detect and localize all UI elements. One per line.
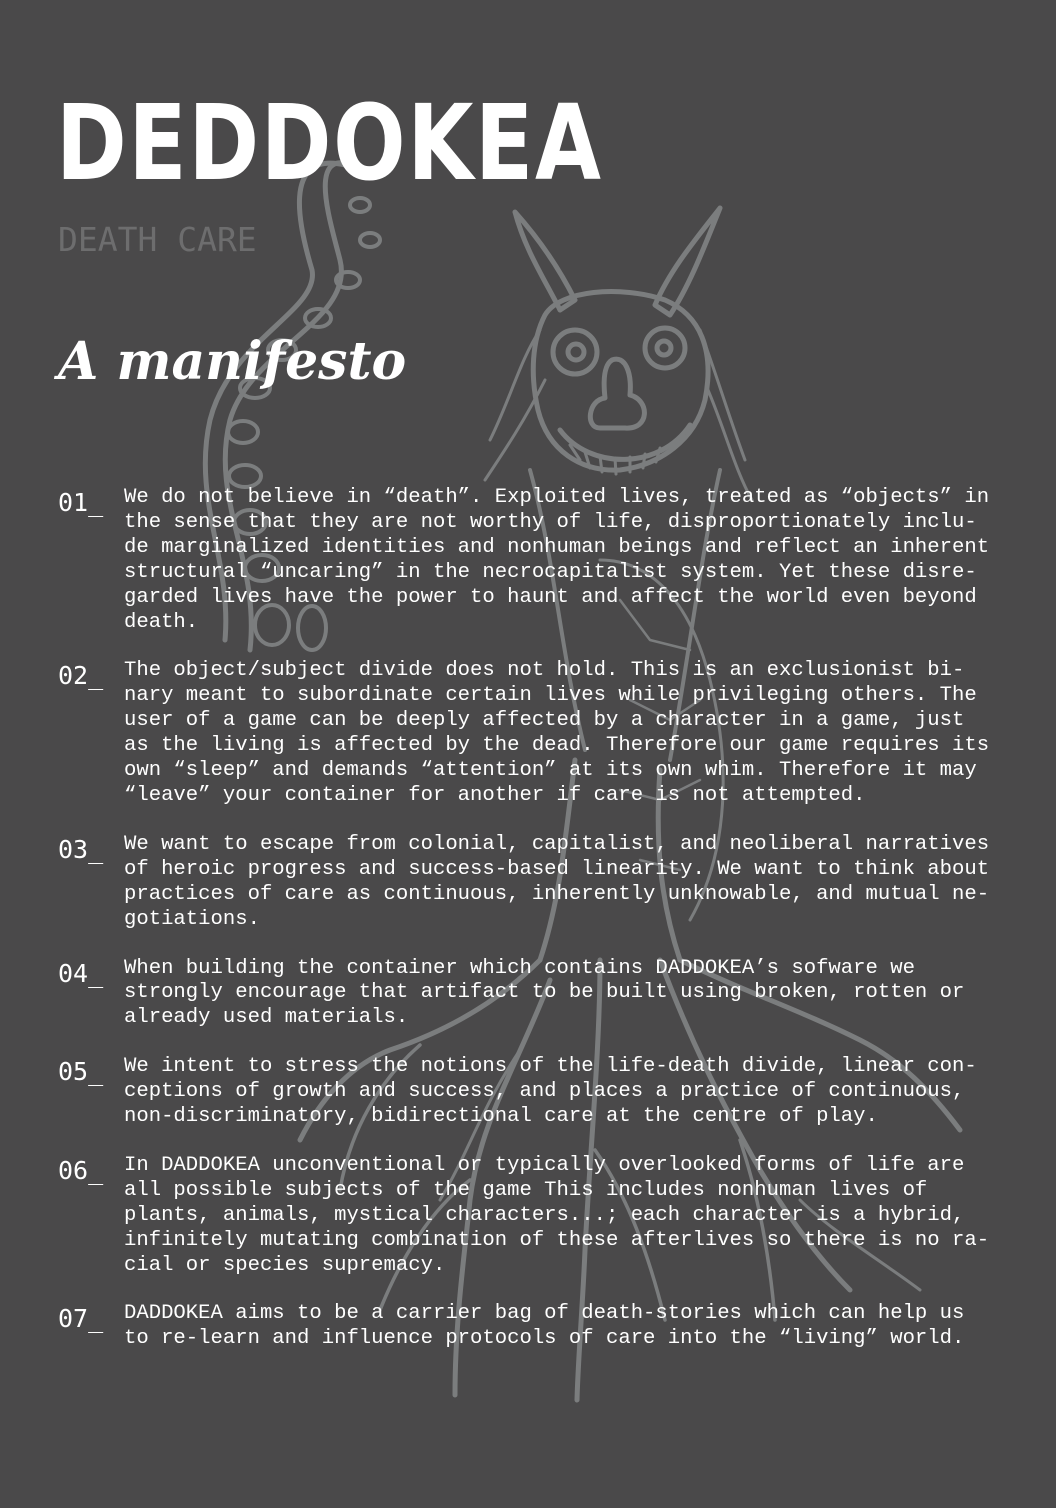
- manifesto-item: [58, 1055, 1018, 1130]
- manifesto-list: [58, 486, 1018, 1376]
- item-text: DADDOKEA aims to be a carrier bag of death-stories which can help us to re-learn and influence protocols of care into the “living” world.: [124, 1302, 965, 1351]
- item-number: 03_: [58, 834, 104, 864]
- manifesto-item: [58, 957, 1018, 1032]
- manifesto-heading: A manifesto: [58, 331, 407, 392]
- page-subtitle: DEATH CARE: [58, 220, 257, 259]
- item-number: 05_: [58, 1057, 104, 1087]
- item-number: 07_: [58, 1304, 104, 1334]
- item-text: We do not believe in “death”. Exploited lives, treated as “objects” in the sense that they are not worthy of life, disproportionately inclu- de marginalized identities and nonhuman beings and reflect an inherent structural “uncaring” in the necrocapitalist system. Yet these disre- garded lives have the power to haunt and affect the world even beyond death.: [124, 486, 990, 634]
- item-number: 02_: [58, 661, 104, 691]
- manifesto-item: [58, 486, 1018, 635]
- item-text: When building the container which contains DADDOKEA’s sofware we strongly encourage that artifact to be built using broken, rotten or already used materials.: [124, 956, 965, 1030]
- page-title: DEDDOKEA: [56, 82, 603, 204]
- manifesto-item: [58, 1302, 1018, 1352]
- item-text: We intent to stress the notions of the life-death divide, linear con- ceptions of growth and success, and places a practice of continuous, non-discriminatory, bidirectional care at the centre of play.: [124, 1055, 977, 1129]
- manifesto-item: [58, 659, 1018, 808]
- item-text: The object/subject divide does not hold. This is an exclusionist bi- nary meant to subordinate certain lives while privileging others. The user of a game can be deeply affected by a character in a game, just as the living is affected by the dead. Therefore our game requires its own “sleep” and demands “attention” at its own whim. Therefore it may “leave” your container for another if care is not attempted.: [124, 659, 990, 807]
- item-number: 01_: [58, 488, 104, 517]
- item-text: In DADDOKEA unconventional or typically overlooked forms of life are all possible subjects of the game This includes nonhuman lives of plants, animals, mystical characters...; each character is a hybrid, infinitely mutating combination of these afterlives so there is no ra- cial or species supremacy.: [124, 1153, 990, 1277]
- manifesto-item: [58, 833, 1018, 933]
- item-text: We want to escape from colonial, capitalist, and neoliberal narratives of heroic progress and success-based linearity. We want to think about practices of care as continuous, inherently unknowable, and mutual ne- gotiations.: [124, 832, 990, 931]
- manifesto-item: [58, 1154, 1018, 1279]
- item-number: 04_: [58, 958, 104, 988]
- item-number: 06_: [58, 1155, 104, 1185]
